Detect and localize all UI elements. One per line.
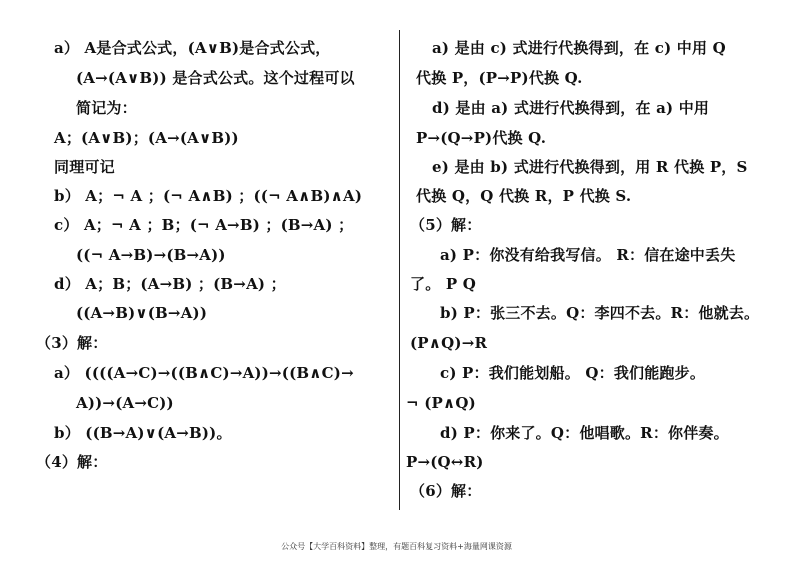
- left-line-6: b） A；¬ A ；(¬ A∧B) ；((¬ A∧B)∧A): [54, 187, 363, 205]
- left-line-8: ((¬ A→B)→(B→A)): [76, 246, 226, 264]
- right-line-10: b) P：张三不去。Q：李四不去。R：他就去。: [440, 304, 760, 322]
- left-line-12: a） ((((A→C)→((B∧C)→A))→((B∧C)→: [54, 364, 354, 382]
- left-line-13: A))→(A→C)): [76, 394, 174, 412]
- right-line-8: a) P：你没有给我写信。 R：信在途中丢失: [440, 246, 736, 264]
- left-line-9: d） A；B；(A→B) ；(B→A) ；: [54, 275, 286, 293]
- right-line-5: e) 是由 b) 式进行代换得到，用 R 代换 P，S: [432, 158, 748, 176]
- left-line-3: 简记为：: [76, 99, 137, 117]
- left-line-4: A；(A∨B)；(A→(A∨B)): [54, 129, 239, 147]
- right-line-12: c) P：我们能划船。 Q：我们能跑步。: [440, 364, 706, 382]
- left-line-10: ((A→B)∨(B→A)): [76, 304, 208, 322]
- left-line-7: c） A；¬ A ；B；(¬ A→B) ；(B→A) ；: [54, 216, 354, 234]
- right-line-2: 代换 P，(P→P)代换 Q.: [416, 69, 583, 87]
- right-line-13: ¬ (P∧Q): [406, 394, 476, 412]
- right-line-15: P→(Q↔R): [406, 453, 484, 471]
- right-line-14: d) P：你来了。Q：他唱歌。R：你伴奏。: [440, 424, 729, 442]
- left-line-1: a） A是合式公式，(A∨B)是合式公式，: [54, 39, 331, 57]
- right-line-4: P→(Q→P)代换 Q.: [416, 129, 547, 147]
- right-line-7: （5）解：: [410, 216, 482, 234]
- right-line-11: (P∧Q)→R: [410, 334, 488, 352]
- left-line-11: （3）解：: [36, 334, 108, 352]
- left-line-2: (A→(A∨B)) 是合式公式。这个过程可以: [76, 69, 355, 87]
- right-line-16: （6）解：: [410, 482, 482, 500]
- right-line-9: 了。 P Q: [410, 275, 476, 293]
- left-line-14: b） ((B→A)∨(A→B))。: [54, 424, 232, 442]
- left-line-5: 同理可记: [54, 158, 115, 176]
- column-divider: [399, 30, 400, 510]
- right-line-1: a) 是由 c) 式进行代换得到，在 c) 中用 Q: [432, 39, 726, 57]
- right-line-6: 代换 Q，Q 代换 R，P 代换 S.: [416, 187, 632, 205]
- footer-note: 公众号【大学百科资料】整理，有题百科复习资料+海量网课资源: [281, 542, 512, 551]
- left-line-15: （4）解：: [36, 453, 108, 471]
- right-line-3: d) 是由 a) 式进行代换得到，在 a) 中用: [432, 99, 710, 117]
